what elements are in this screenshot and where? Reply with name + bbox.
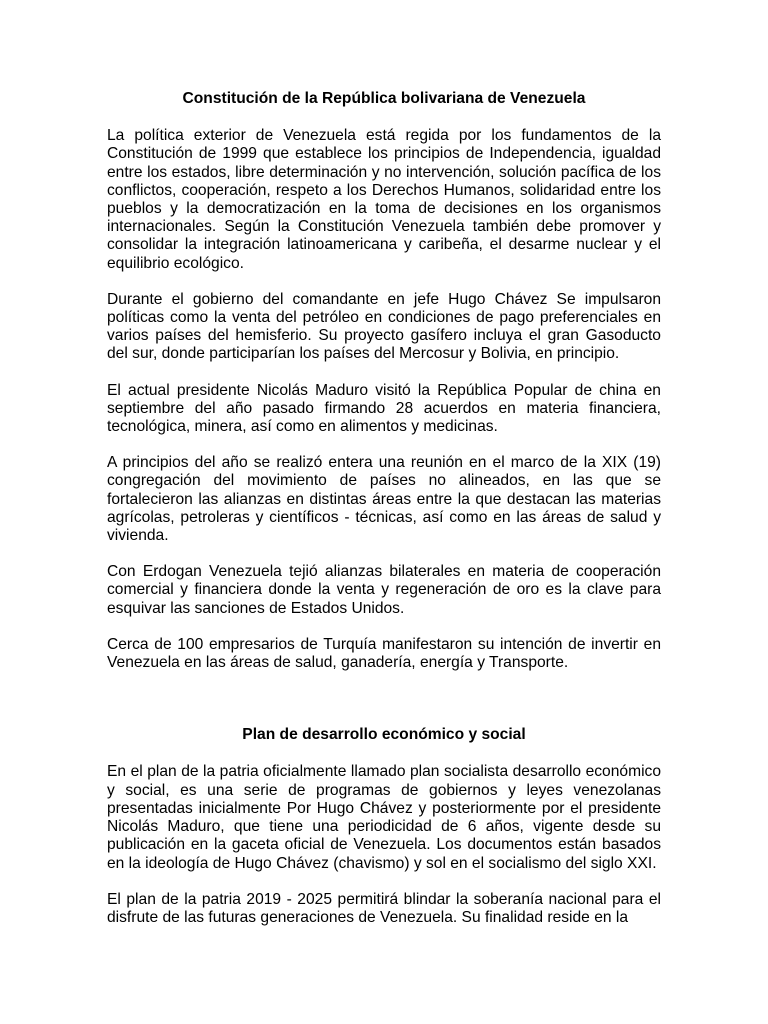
paragraph: A principios del año se realizó entera una reunión en el marco de la XIX (19) congregación del movimiento de países no alineados, en las que se fortalecieron las alianzas en distintas áreas entre la que destacan las materias agrícolas, petroleras y científicos - técnicas, así como en las áreas de salud y vivienda. <box>107 454 661 545</box>
paragraph: Cerca de 100 empresarios de Turquía manifestaron su intención de invertir en Venezuela en las áreas de salud, ganadería, energía y Transporte. <box>107 635 661 672</box>
section-title-plan-desarrollo: Plan de desarrollo económico y social <box>242 726 526 744</box>
paragraph: Durante el gobierno del comandante en jefe Hugo Chávez Se impulsaron políticas como la venta del petróleo en condiciones de pago preferenciales en varios países del hemisferio. Su proyecto gasífero incluya el gran Gasoducto del sur, donde participarían los países del Mercosur y Bolivia, en principio. <box>107 290 661 363</box>
paragraph: El plan de la patria 2019 - 2025 permitirá blindar la soberanía nacional para el disfrute de las futuras generaciones de Venezuela. Su finalidad reside en la <box>107 890 661 926</box>
paragraph: La política exterior de Venezuela está regida por los fundamentos de la Constitución de 1999 que establece los principios de Independencia, igualdad entre los estados, libre determinación y no intervención, solución pacífica de los conflictos, cooperación, respeto a los Derechos Humanos, solidaridad entre los pueblos y la democratización en la toma de decisiones en los organismos internacionales. Según la Constitución Venezuela también debe promover y consolidar la integración latinoamericana y caribeña, el desarme nuclear y el equilibrio ecológico. <box>107 127 661 272</box>
document-page <box>107 90 661 927</box>
paragraph: El actual presidente Nicolás Maduro visitó la República Popular de china en septiembre del año pasado firmando 28 acuerdos en materia financiera, tecnológica, minera, así como en alimentos y medicinas. <box>107 381 661 436</box>
paragraph: En el plan de la patria oficialmente llamado plan socialista desarrollo económico y social, es una serie de programas de gobiernos y leyes venezolanas presentadas inicialmente Por Hugo Chávez y posteriormente por el presidente Nicolás Maduro, que tiene una periodicidad de 6 años, vigente desde su publicación en la gaceta oficial de Venezuela. Los documentos están basados en la ideología de Hugo Chávez (chavismo) y sol en el socialismo del siglo XXI. <box>107 763 661 872</box>
paragraph: Con Erdogan Venezuela tejió alianzas bilaterales en materia de cooperación comercial y financiera donde la venta y regeneración de oro es la clave para esquivar las sanciones de Estados Unidos. <box>107 563 661 617</box>
section-title-constitucion: Constitución de la República bolivariana de Venezuela <box>182 90 586 107</box>
